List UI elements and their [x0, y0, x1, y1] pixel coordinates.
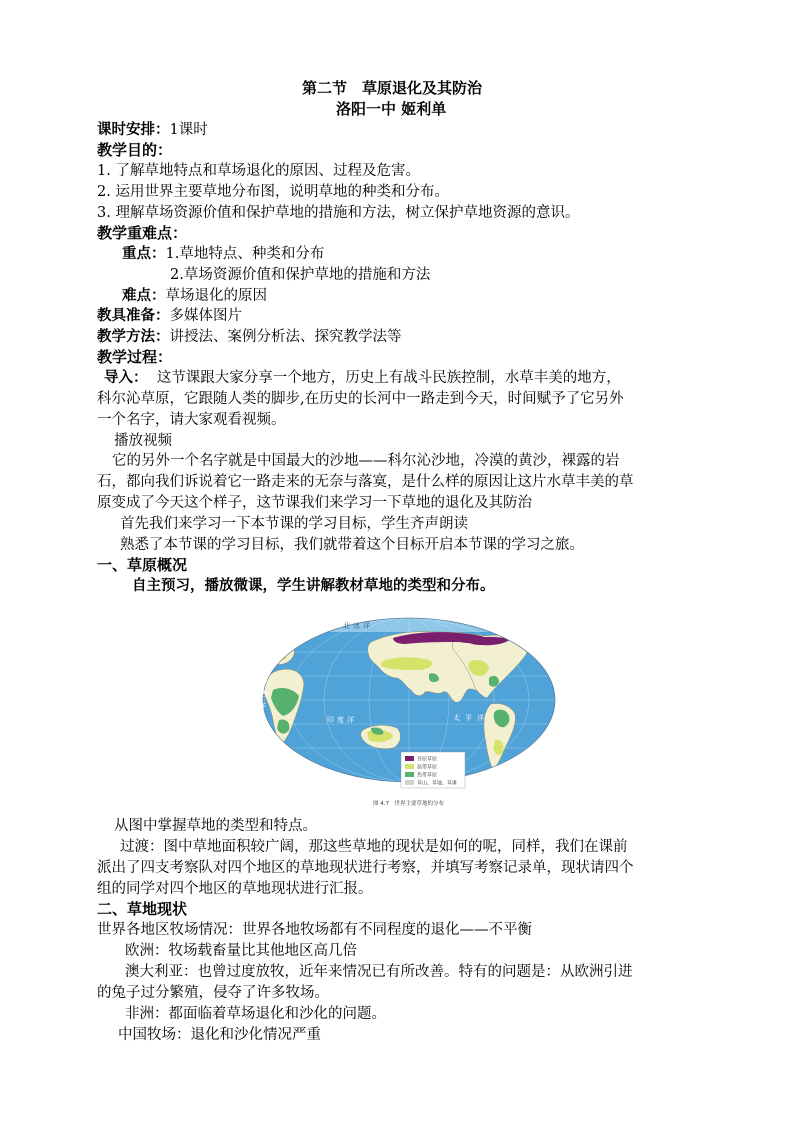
- key-point-2: 2.草场资源价值和保护草地的措施和方法: [170, 267, 431, 283]
- hard-value: 草场退化的原因: [165, 288, 267, 304]
- after-map-text: 从图中掌握草地的类型和特点。: [114, 818, 317, 834]
- video-text: 石，都向我们诉说着它一路走来的无奈与落寞，是什么样的原因让这片水草丰美的草: [97, 474, 634, 490]
- ocean-label: 大: [263, 678, 270, 686]
- transition-text: 组的同学对四个地区的草地现状进行汇报。: [97, 881, 373, 897]
- ocean-label: 度: [337, 716, 344, 724]
- legend-label: 草山、草地、草滩: [417, 780, 458, 787]
- tools-row: [97, 306, 242, 326]
- goal-start-text: 熟悉了本节课的学习目标，我们就带着这个目标开启本节课的学习之旅。: [120, 537, 584, 553]
- australia-text: 的兔子过分繁殖，侵夺了许多牧场。: [97, 985, 329, 1001]
- process-heading: 教学过程：: [97, 348, 173, 366]
- ocean-label: 洋: [347, 716, 354, 724]
- ocean-label: 印: [327, 716, 334, 724]
- transition-text: 派出了四支考察队对四个地区的草地现状进行考察，并填写考察记录单，现状请四个: [97, 860, 634, 876]
- china-text: 中国牧场：退化和沙化情况严重: [118, 1027, 321, 1043]
- section1-task: 自主预习，播放微课，学生讲解教材草地的类型和分布。: [132, 577, 495, 594]
- ocean-label: 洋: [259, 702, 266, 710]
- map-legend: [401, 752, 465, 788]
- intro-text: 这节课跟大家分享一个地方，历史上有战斗民族控制，水草丰美的地方，: [156, 370, 621, 386]
- tools-value: 多媒体图片: [169, 308, 242, 324]
- intro-line: [104, 368, 621, 388]
- legend-swatch-mountain: [405, 780, 414, 785]
- intro-text: 科尔沁草原，它跟随人类的脚步,在历史的长河中一路走到今天，时间赋予了它另外: [97, 391, 624, 407]
- intro-text: 一个名字，请大家观看视频。: [97, 412, 286, 428]
- map-svg: [253, 612, 565, 812]
- legend-swatch-tropical: [405, 772, 414, 777]
- page-title: 第二节 草原退化及其防治: [302, 79, 483, 97]
- legend-swatch-temperate: [405, 764, 414, 769]
- map-caption: 图 4.7 世界主要草地的分布: [373, 801, 444, 807]
- play-video-text: 播放视频: [114, 433, 172, 449]
- key-point-1: 1.草地特点、种类和分布: [165, 246, 325, 262]
- legend-label: 热带草原: [417, 772, 438, 779]
- ocean-label: 西: [261, 690, 268, 698]
- australia-text: 澳大利亚：也曾过度放牧，近年来情况已有所改善。特有的问题是：从欧洲引进: [125, 964, 633, 980]
- tools-label: 教具准备：: [97, 307, 170, 324]
- goal-read-text: 首先我们来学习一下本节课的学习目标，学生齐声朗读: [120, 516, 468, 532]
- ocean-label: 冰: [353, 622, 360, 630]
- intro-label: 导入：: [104, 369, 148, 386]
- europe-text: 欧洲：牧场载畜量比其他地区高几倍: [125, 943, 357, 959]
- ocean-label: 太: [453, 714, 460, 722]
- world-status-text: 世界各地区牧场情况：世界各地牧场都有不同程度的退化——不平衡: [97, 922, 532, 938]
- methods-label: 教学方法：: [97, 328, 170, 345]
- goal-item: 1. 了解草地特点和草场退化的原因、过程及危害。: [97, 163, 420, 179]
- world-grassland-map: [253, 612, 565, 812]
- methods-row: [97, 327, 402, 347]
- section2-heading: 二、草地现状: [97, 900, 188, 918]
- ocean-label: 洋: [363, 622, 370, 630]
- ocean-label: 洋: [477, 714, 484, 722]
- hard-points-row: [122, 286, 267, 306]
- key-label: 重点：: [122, 245, 166, 262]
- goals-heading: 教学目的：: [97, 141, 173, 159]
- africa-text: 非洲：都面临着草场退化和沙化的问题。: [125, 1006, 386, 1022]
- difficulty-heading: 教学重难点：: [97, 224, 188, 242]
- legend-label: 温带草原: [417, 764, 438, 771]
- legend-label: 苔原草原: [417, 756, 438, 763]
- ocean-label: 北: [343, 622, 350, 630]
- hard-label: 难点：: [122, 287, 166, 304]
- video-text: 它的另外一个名字就是中国最大的沙地——科尔沁沙地，冷漠的黄沙，裸露的岩: [112, 453, 620, 469]
- key-points-row: [122, 244, 324, 264]
- goal-item: 2. 运用世界主要草地分布图，说明草地的种类和分布。: [97, 184, 449, 200]
- schedule-row: [97, 120, 208, 140]
- legend-swatch-tundra: [405, 756, 414, 761]
- video-text: 原变成了今天这个样子，这节课我们来学习一下草地的退化及其防治: [97, 495, 532, 511]
- ocean-label: 平: [465, 714, 472, 722]
- schedule-value: 1课时: [169, 122, 208, 138]
- goal-item: 3. 理解草场资源价值和保护草地的措施和方法，树立保护草地资源的意识。: [97, 205, 580, 221]
- methods-value: 讲授法、案例分析法、探究教学法等: [169, 329, 402, 345]
- schedule-label: 课时安排：: [97, 121, 170, 138]
- section1-heading: 一、草原概况: [97, 556, 188, 574]
- transition-text: 过渡：图中草地面积较广阔，那这些草地的现状是如何的呢，同样，我们在课前: [120, 839, 628, 855]
- author-line: 洛阳一中 姬利单: [336, 100, 447, 118]
